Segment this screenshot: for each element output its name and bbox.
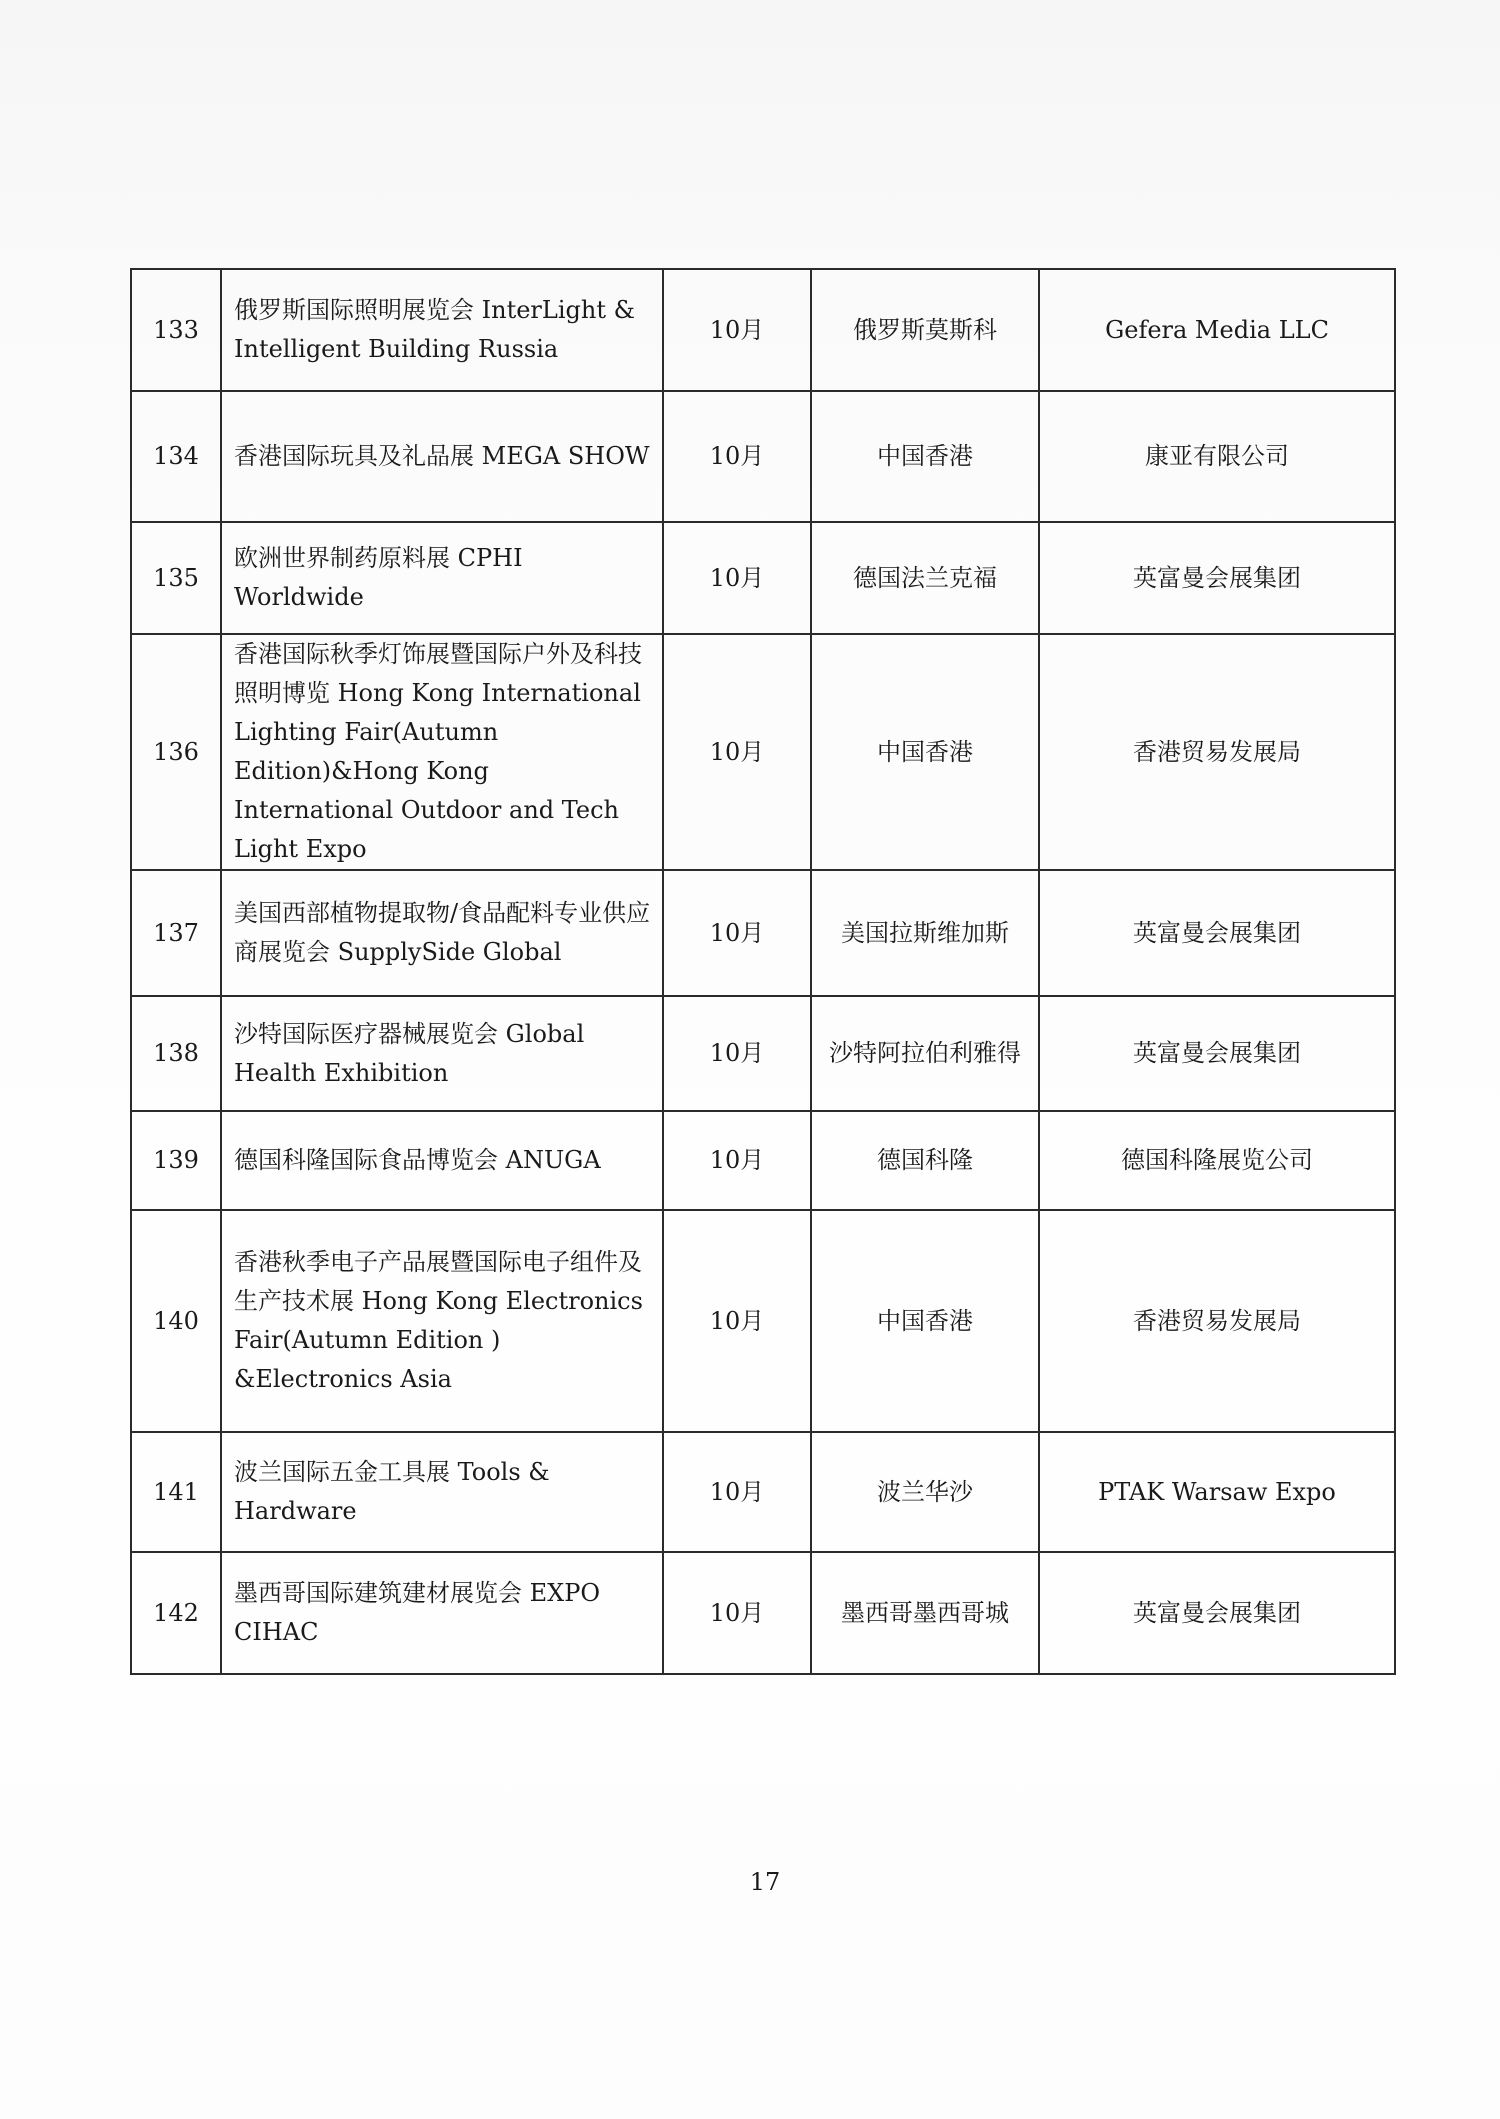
exhibition-name: 波兰国际五金工具展 Tools & Hardware xyxy=(221,1432,663,1552)
exhibition-organizer: 英富曼会展集团 xyxy=(1039,1552,1395,1674)
table-row xyxy=(131,391,1395,522)
exhibition-place: 美国拉斯维加斯 xyxy=(811,870,1039,996)
table-row xyxy=(131,996,1395,1111)
row-number: 135 xyxy=(131,522,221,634)
exhibition-organizer: 香港贸易发展局 xyxy=(1039,1210,1395,1432)
exhibition-time: 10月 xyxy=(663,1111,811,1210)
table-row xyxy=(131,634,1395,870)
exhibition-name: 香港国际玩具及礼品展 MEGA SHOW xyxy=(221,391,663,522)
exhibition-name: 沙特国际医疗器械展览会 Global Health Exhibition xyxy=(221,996,663,1111)
row-number: 136 xyxy=(131,634,221,870)
exhibition-place: 中国香港 xyxy=(811,1210,1039,1432)
row-number: 140 xyxy=(131,1210,221,1432)
row-number: 133 xyxy=(131,269,221,391)
exhibition-organizer: 英富曼会展集团 xyxy=(1039,996,1395,1111)
exhibition-time: 10月 xyxy=(663,391,811,522)
table-row xyxy=(131,1552,1395,1674)
exhibition-organizer: 英富曼会展集团 xyxy=(1039,522,1395,634)
exhibition-place: 德国法兰克福 xyxy=(811,522,1039,634)
exhibition-organizer: 康亚有限公司 xyxy=(1039,391,1395,522)
exhibition-place: 沙特阿拉伯利雅得 xyxy=(811,996,1039,1111)
exhibition-time: 10月 xyxy=(663,1552,811,1674)
exhibition-time: 10月 xyxy=(663,996,811,1111)
exhibition-name: 香港国际秋季灯饰展暨国际户外及科技照明博览 Hong Kong International Lighting Fair(Autumn Edition)&Hong Kong International Outdoor and Tech Light Expo xyxy=(221,634,663,870)
exhibition-place: 中国香港 xyxy=(811,634,1039,870)
exhibition-organizer: 香港贸易发展局 xyxy=(1039,634,1395,870)
exhibition-time: 10月 xyxy=(663,634,811,870)
page-number: 17 xyxy=(749,1868,781,1896)
row-number: 137 xyxy=(131,870,221,996)
exhibition-organizer: Gefera Media LLC xyxy=(1039,269,1395,391)
table-row xyxy=(131,1432,1395,1552)
exhibition-name: 墨西哥国际建筑建材展览会 EXPO CIHAC xyxy=(221,1552,663,1674)
table-row xyxy=(131,1111,1395,1210)
exhibition-name: 欧洲世界制药原料展 CPHI Worldwide xyxy=(221,522,663,634)
exhibition-place: 中国香港 xyxy=(811,391,1039,522)
exhibition-time: 10月 xyxy=(663,522,811,634)
exhibition-name: 美国西部植物提取物/食品配料专业供应商展览会 SupplySide Global xyxy=(221,870,663,996)
table-row xyxy=(131,522,1395,634)
table-row xyxy=(131,870,1395,996)
exhibition-place: 德国科隆 xyxy=(811,1111,1039,1210)
exhibition-name: 俄罗斯国际照明展览会 InterLight & Intelligent Building Russia xyxy=(221,269,663,391)
row-number: 139 xyxy=(131,1111,221,1210)
exhibition-time: 10月 xyxy=(663,870,811,996)
exhibition-place: 波兰华沙 xyxy=(811,1432,1039,1552)
exhibition-place: 俄罗斯莫斯科 xyxy=(811,269,1039,391)
row-number: 138 xyxy=(131,996,221,1111)
table-row xyxy=(131,1210,1395,1432)
exhibition-name: 德国科隆国际食品博览会 ANUGA xyxy=(221,1111,663,1210)
exhibition-organizer: 德国科隆展览公司 xyxy=(1039,1111,1395,1210)
exhibition-time: 10月 xyxy=(663,269,811,391)
exhibition-organizer: PTAK Warsaw Expo xyxy=(1039,1432,1395,1552)
exhibition-name: 香港秋季电子产品展暨国际电子组件及生产技术展 Hong Kong Electronics Fair(Autumn Edition ) &Electronics Asia xyxy=(221,1210,663,1432)
table-row xyxy=(131,269,1395,391)
exhibition-table xyxy=(130,268,1396,1675)
exhibition-place: 墨西哥墨西哥城 xyxy=(811,1552,1039,1674)
row-number: 134 xyxy=(131,391,221,522)
row-number: 141 xyxy=(131,1432,221,1552)
row-number: 142 xyxy=(131,1552,221,1674)
exhibition-time: 10月 xyxy=(663,1210,811,1432)
exhibition-time: 10月 xyxy=(663,1432,811,1552)
exhibition-organizer: 英富曼会展集团 xyxy=(1039,870,1395,996)
